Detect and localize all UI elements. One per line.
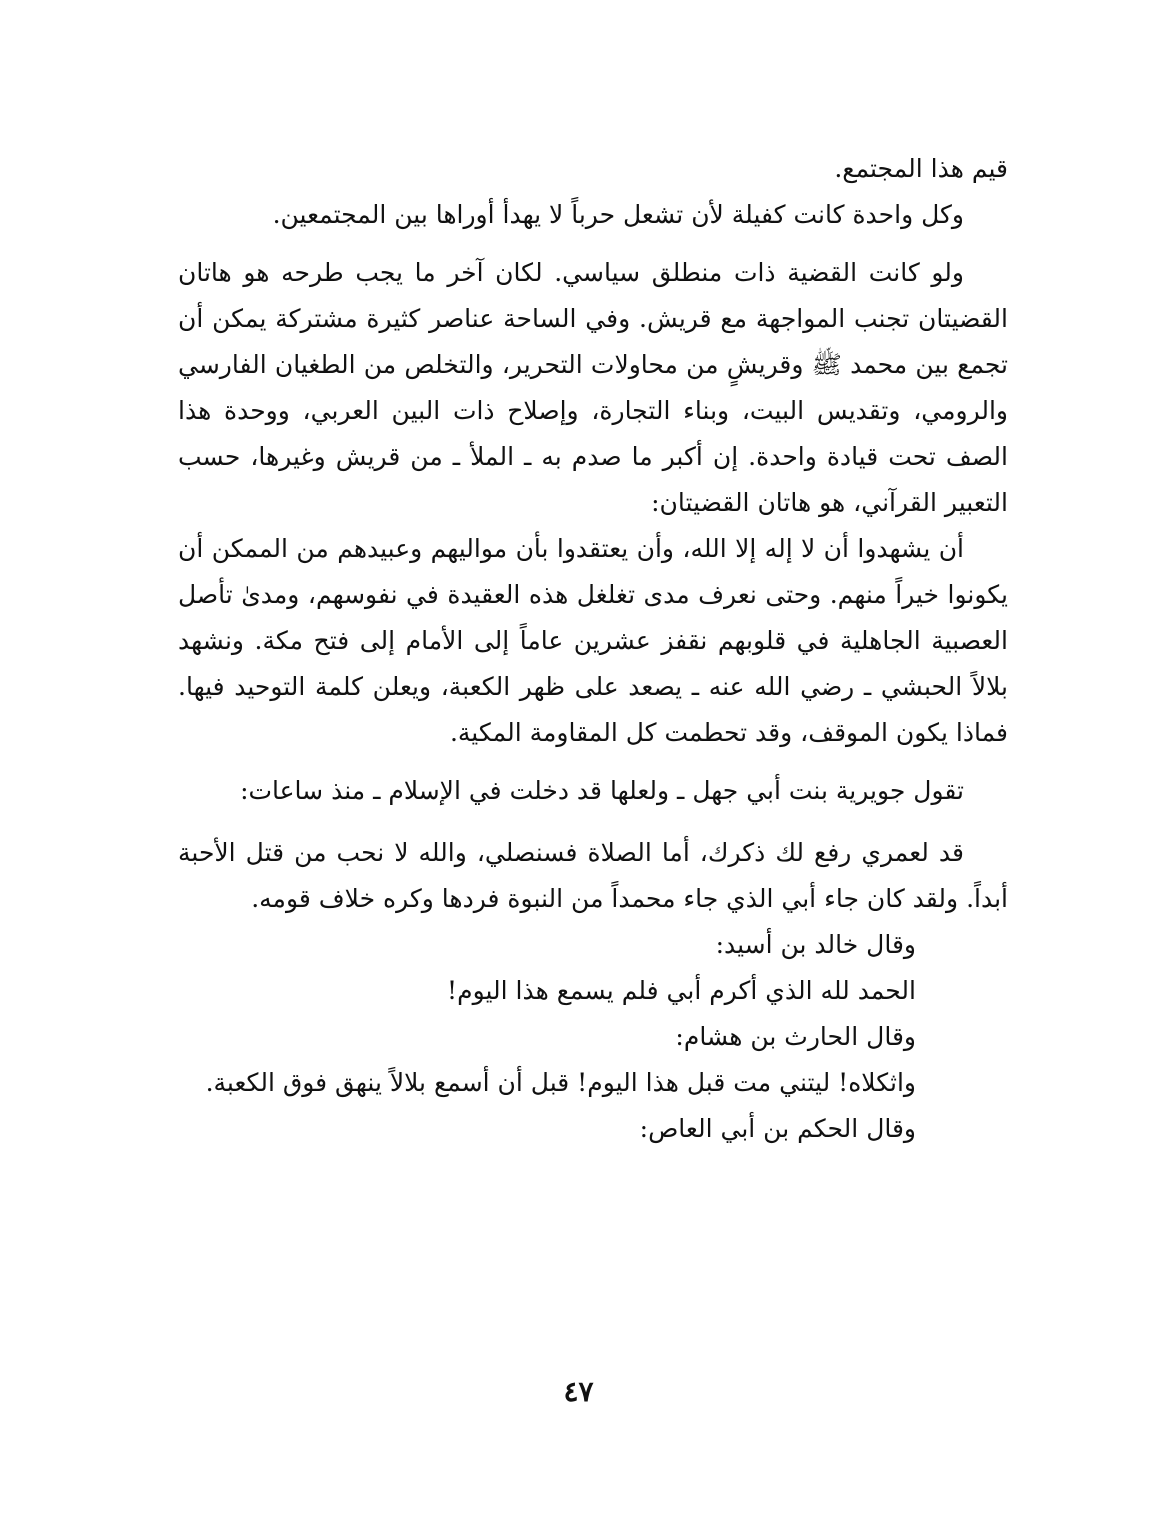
paragraph: وكل واحدة كانت كفيلة لأن تشعل حرباً لا يهدأ أوراها بين المجتمعين. <box>272 200 964 229</box>
quote-text: الحمد لله الذي أكرم أبي فلم يسمع هذا اليوم! <box>447 976 916 1005</box>
paragraph: أن يشهدوا أن لا إله إلا الله، وأن يعتقدوا بأن مواليهم وعبيدهم من الممكن أن يكونوا خيراً منهم. وحتى نعرف مدى تغلغل هذه العقيدة في نفوسهم، ومدىٰ تأصل العصبية الجاهلية في قلوبهم نقفز عشرين عاماً إلى الأمام إلى فتح مكة. ونشهد بلالاً الحبشي ـ رضي الله عنه ـ يصعد على ظهر الكعبة، ويعلن كلمة التوحيد فيها. فماذا يكون الموقف، وقد تحطمت كل المقاومة المكية. <box>178 534 1008 747</box>
quote-speaker: وقال الحكم بن أبي العاص: <box>639 1114 916 1143</box>
page-number: ٤٧ <box>563 1375 594 1408</box>
quote-speaker: وقال خالد بن أسيد: <box>715 930 916 959</box>
paragraph: قد لعمري رفع لك ذكرك، أما الصلاة فسنصلي، والله لا نحب من قتل الأحبة أبداً. ولقد كان جاء أبي الذي جاء محمداً من النبوة فردها وكره خلاف قومه. <box>178 838 1008 913</box>
paragraph: تقول جويرية بنت أبي جهل ـ ولعلها قد دخلت في الإسلام ـ منذ ساعات: <box>240 776 964 805</box>
quote-text: واثكلاه! ليتني مت قبل هذا اليوم! قبل أن أسمع بلالاً ينهق فوق الكعبة. <box>205 1068 916 1097</box>
body-text <box>178 146 1008 1152</box>
quote-speaker: وقال الحارث بن هشام: <box>675 1022 916 1051</box>
paragraph: ولو كانت القضية ذات منطلق سياسي. لكان آخر ما يجب طرحه هو هاتان القضيتان تجنب المواجهة مع قريش. وفي الساحة عناصر كثيرة مشتركة يمكن أن تجمع بين محمد ﷺ وقريشٍ من محاولات التحرير، والتخلص من الطغيان الفارسي والرومي، وتقديس البيت، وبناء التجارة، وإصلاح ذات البين العربي، ووحدة هذا الصف تحت قيادة واحدة. إن أكبر ما صدم به ـ الملأ ـ من قريش وغيرها، حسب التعبير القرآني، هو هاتان القضيتان: <box>178 258 1008 517</box>
paragraph-continuation: قيم هذا المجتمع. <box>834 154 1008 183</box>
